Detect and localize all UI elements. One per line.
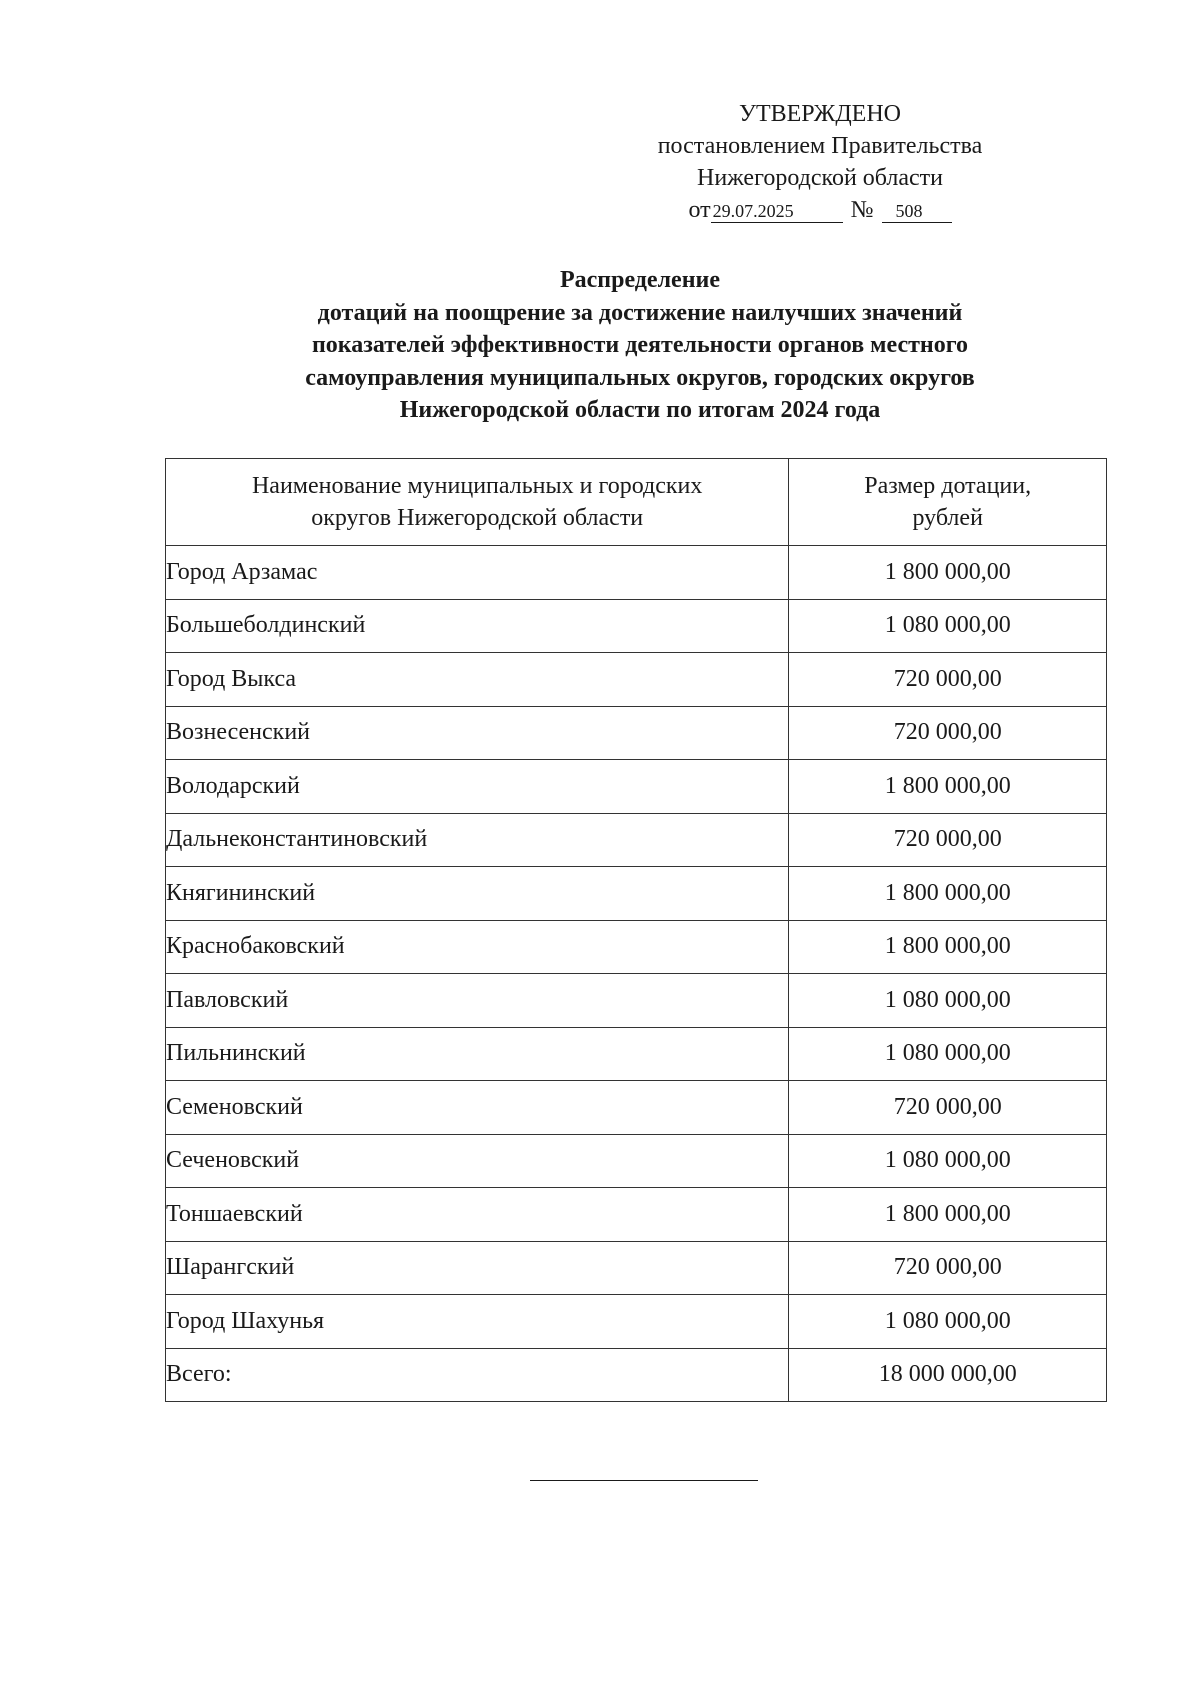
municipality-name: Город Шахунья — [166, 1295, 789, 1349]
header-municipality — [166, 459, 789, 546]
municipality-name: Сеченовский — [166, 1134, 789, 1188]
approval-block — [610, 98, 1030, 226]
approval-decree-line: постановлением Правительства — [657, 133, 983, 159]
table-row — [166, 1134, 1107, 1188]
subsidy-amount: 1 080 000,00 — [789, 1027, 1107, 1081]
subsidy-amount: 720 000,00 — [789, 706, 1107, 760]
title-line-2: дотаций на поощрение за достижение наилучших значений — [317, 299, 963, 326]
municipality-name: Дальнеконстантиновский — [166, 813, 789, 867]
approval-date-line — [610, 194, 1030, 226]
total-amount: 18 000 000,00 — [789, 1348, 1107, 1402]
subsidy-amount: 1 800 000,00 — [789, 867, 1107, 921]
title-line-4: самоуправления муниципальных округов, городских округов — [305, 364, 975, 391]
table-row — [166, 1081, 1107, 1135]
decree-number: 508 — [882, 200, 952, 223]
municipality-name: Семеновский — [166, 1081, 789, 1135]
subsidy-amount: 1 080 000,00 — [789, 599, 1107, 653]
table-row — [166, 1027, 1107, 1081]
municipality-name: Володарский — [166, 760, 789, 814]
table-header-row — [166, 459, 1107, 546]
municipality-name: Павловский — [166, 974, 789, 1028]
table-row — [166, 706, 1107, 760]
table-row — [166, 867, 1107, 921]
municipality-name: Город Арзамас — [166, 546, 789, 600]
subsidy-amount: 720 000,00 — [789, 653, 1107, 707]
municipality-name: Большеболдинский — [166, 599, 789, 653]
subsidy-amount: 1 080 000,00 — [789, 1295, 1107, 1349]
subsidy-amount: 1 800 000,00 — [789, 1188, 1107, 1242]
municipality-name: Княгининский — [166, 867, 789, 921]
title-line-1: Распределение — [559, 267, 721, 293]
table-row — [166, 1241, 1107, 1295]
header-municipality-line-2: округов Нижегородской области — [311, 505, 644, 531]
subsidy-amount: 720 000,00 — [789, 1081, 1107, 1135]
subsidy-amount: 1 800 000,00 — [789, 760, 1107, 814]
municipality-name: Вознесенский — [166, 706, 789, 760]
subsidy-amount: 1 800 000,00 — [789, 546, 1107, 600]
title-line-5: Нижегородской области по итогам 2024 года — [399, 397, 881, 423]
end-rule — [530, 1480, 758, 1481]
municipality-name: Краснобаковский — [166, 920, 789, 974]
total-row — [166, 1348, 1107, 1402]
document-title — [140, 264, 1140, 427]
table-row — [166, 599, 1107, 653]
table-row — [166, 653, 1107, 707]
header-amount — [789, 459, 1107, 546]
table-row — [166, 813, 1107, 867]
title-line-3: показателей эффективности деятельности органов местного — [311, 332, 969, 358]
total-label: Всего: — [166, 1348, 789, 1402]
header-municipality-line-1: Наименование муниципальных и городских — [251, 473, 703, 499]
municipality-name: Тоншаевский — [166, 1188, 789, 1242]
subsidy-amount: 720 000,00 — [789, 1241, 1107, 1295]
table-body — [166, 546, 1107, 1349]
municipality-name: Город Выкса — [166, 653, 789, 707]
table-row — [166, 546, 1107, 600]
subsidy-amount: 720 000,00 — [789, 813, 1107, 867]
subsidy-amount: 1 080 000,00 — [789, 1134, 1107, 1188]
subsidy-amount: 1 080 000,00 — [789, 974, 1107, 1028]
table-row — [166, 1188, 1107, 1242]
number-sign: № — [850, 197, 874, 223]
table-row — [166, 760, 1107, 814]
date-prefix: от — [688, 197, 711, 223]
header-amount-line-1: Размер дотации, — [864, 473, 1032, 499]
subsidy-amount: 1 800 000,00 — [789, 920, 1107, 974]
approval-region-line: Нижегородской области — [696, 165, 944, 191]
municipality-name: Шарангский — [166, 1241, 789, 1295]
decree-date: 29.07.2025 — [711, 200, 843, 223]
approval-heading: УТВЕРЖДЕНО — [738, 101, 902, 127]
table-row — [166, 974, 1107, 1028]
municipality-name: Пильнинский — [166, 1027, 789, 1081]
header-amount-line-2: рублей — [912, 505, 983, 531]
table-row — [166, 1295, 1107, 1349]
subsidy-table — [165, 458, 1107, 1402]
table-row — [166, 920, 1107, 974]
